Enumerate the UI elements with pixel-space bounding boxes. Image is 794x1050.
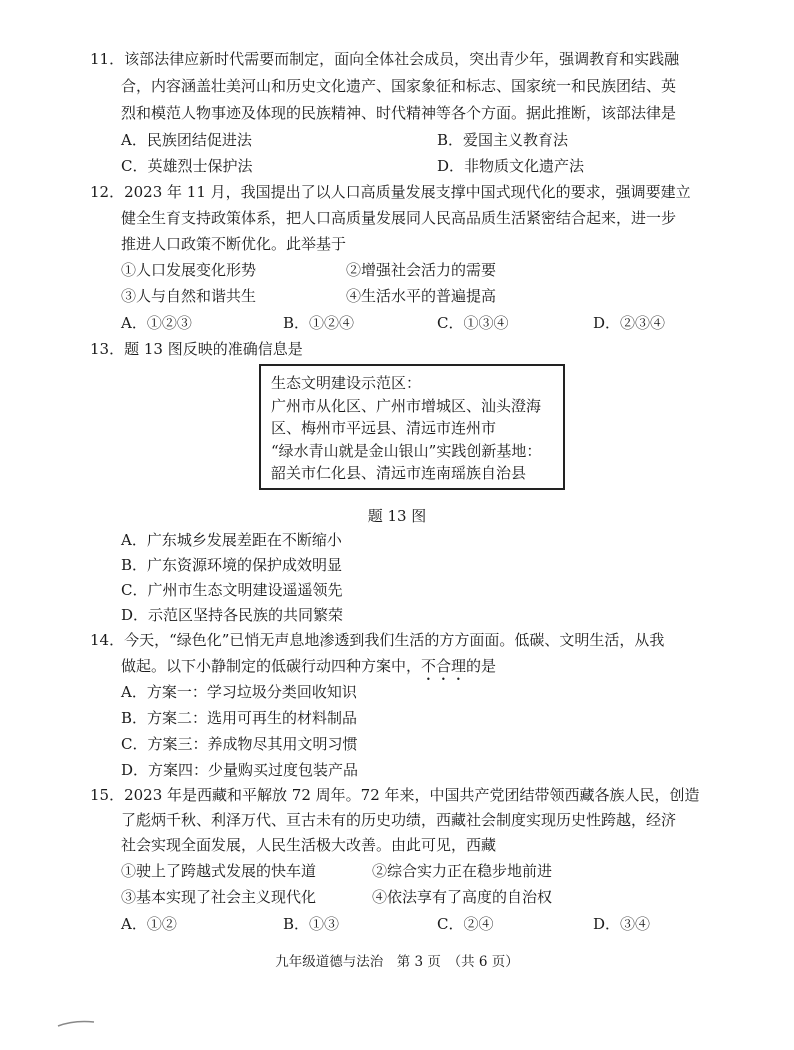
- q12-stem-line-3: 推进人口政策不断优化。此举基于: [121, 235, 347, 253]
- q14-option-a[interactable]: A．方案一：学习垃圾分类回收知识: [121, 683, 357, 701]
- q14-stem-line-2: [121, 656, 496, 684]
- q14-emphasis-text: 不合理: [421, 657, 467, 675]
- q13-box-line-5: 韶关市仁化县、清远市连南瑶族自治县: [271, 464, 527, 482]
- q15-option-d[interactable]: D．③④: [593, 915, 651, 933]
- q13-option-b[interactable]: B．广东资源环境的保护成效明显: [121, 556, 343, 574]
- q14-option-b[interactable]: B．方案二：选用可再生的材料制品: [121, 709, 358, 727]
- q14-stem-line-1: 14．今天，“绿色化”已悄无声息地渗透到我们生活的方方面面。低碳、文明生活，从我: [90, 631, 665, 649]
- q13-option-a[interactable]: A．广东城乡发展差距在不断缩小: [121, 531, 342, 549]
- q15-option-c[interactable]: C．②④: [437, 915, 494, 933]
- q12-option-d[interactable]: D．②③④: [593, 314, 666, 332]
- q13-figure-caption: 题 13 图: [367, 507, 427, 525]
- q12-statement-2: ②增强社会活力的需要: [346, 261, 497, 279]
- q13-figure-box: [259, 364, 565, 490]
- q11-option-c[interactable]: C．英雄烈士保护法: [121, 157, 253, 175]
- q11-option-b[interactable]: B．爱国主义教育法: [437, 131, 569, 149]
- q14-option-c[interactable]: C．方案三：养成物尽其用文明习惯: [121, 735, 358, 753]
- q13-box-line-1: 生态文明建设示范区：: [271, 374, 422, 392]
- q15-statement-1: ①驶上了跨越式发展的快车道: [121, 862, 317, 880]
- q15-statement-3: ③基本实现了社会主义现代化: [121, 888, 317, 906]
- q12-option-c[interactable]: C．①③④: [437, 314, 509, 332]
- q15-option-a[interactable]: A．①②: [121, 915, 177, 933]
- q12-option-b[interactable]: B．①②④: [283, 314, 355, 332]
- q14-stem-line-2-text: 做起。以下小静制定的低碳行动四种方案中，: [121, 657, 422, 675]
- q12-stem-line-2: 健全生育支持政策体系，把人口高质量发展同人民高品质生活紧密结合起来，进一步: [121, 209, 677, 227]
- q12-statement-3: ③人与自然和谐共生: [121, 287, 257, 305]
- q13-option-c[interactable]: C．广州市生态文明建设遥遥领先: [121, 581, 343, 599]
- q13-stem: 13．题 13 图反映的准确信息是: [90, 340, 303, 358]
- q11-stem-line-3: 烈和模范人物事迹及体现的民族精神、时代精神等各个方面。据此推断，该部法律是: [121, 104, 677, 122]
- q11-option-a[interactable]: A．民族团结促进法: [121, 131, 252, 149]
- q12-statement-4: ④生活水平的普遍提高: [346, 287, 497, 305]
- q15-statement-4: ④依法享有了高度的自治权: [372, 888, 553, 906]
- q15-stem-line-1: 15．2023 年是西藏和平解放 72 周年。72 年来，中国共产党团结带领西藏各族人民，创造: [90, 786, 700, 804]
- q14-stem-line-2-end: 的是: [466, 657, 497, 675]
- page-footer: 九年级道德与法治 第 3 页 （共 6 页）: [275, 954, 519, 970]
- q14-option-d[interactable]: D．方案四：少量购买过度包装产品: [121, 761, 359, 779]
- q11-stem-line-2: 合，内容涵盖壮美河山和历史文化遗产、国家象征和标志、国家统一和民族团结、英: [121, 77, 677, 95]
- q15-statement-2: ②综合实力正在稳步地前进: [372, 862, 553, 880]
- q12-option-a[interactable]: A．①②③: [121, 314, 192, 332]
- q13-option-d[interactable]: D．示范区坚持各民族的共同繁荣: [121, 606, 344, 624]
- q12-statement-1: ①人口发展变化形势: [121, 261, 257, 279]
- q13-box-line-4: “绿水青山就是金山银山”实践创新基地：: [271, 441, 542, 460]
- q12-stem-line-1: 12．2023 年 11 月，我国提出了以人口高质量发展支撑中国式现代化的要求，强调要建立: [90, 183, 691, 201]
- q11-option-d[interactable]: D．非物质文化遗产法: [437, 157, 585, 175]
- q11-stem-line-1: 11．该部法律应新时代需要而制定，面向全体社会成员，突出青少年，强调教育和实践融: [90, 50, 680, 68]
- q15-option-b[interactable]: B．①③: [283, 915, 340, 933]
- q13-box-line-2: 广州市从化区、广州市增城区、汕头澄海: [271, 396, 542, 415]
- scan-mark: [56, 1018, 96, 1028]
- q13-box-line-3: 区、梅州市平远县、清远市连州市: [271, 419, 497, 437]
- q15-stem-line-3: 社会实现全面发展，人民生活极大改善。由此可见，西藏: [121, 836, 497, 854]
- q15-stem-line-2: 了彪炳千秋、利泽万代、亘古未有的历史功绩，西藏社会制度实现历史性跨越，经济: [121, 811, 677, 829]
